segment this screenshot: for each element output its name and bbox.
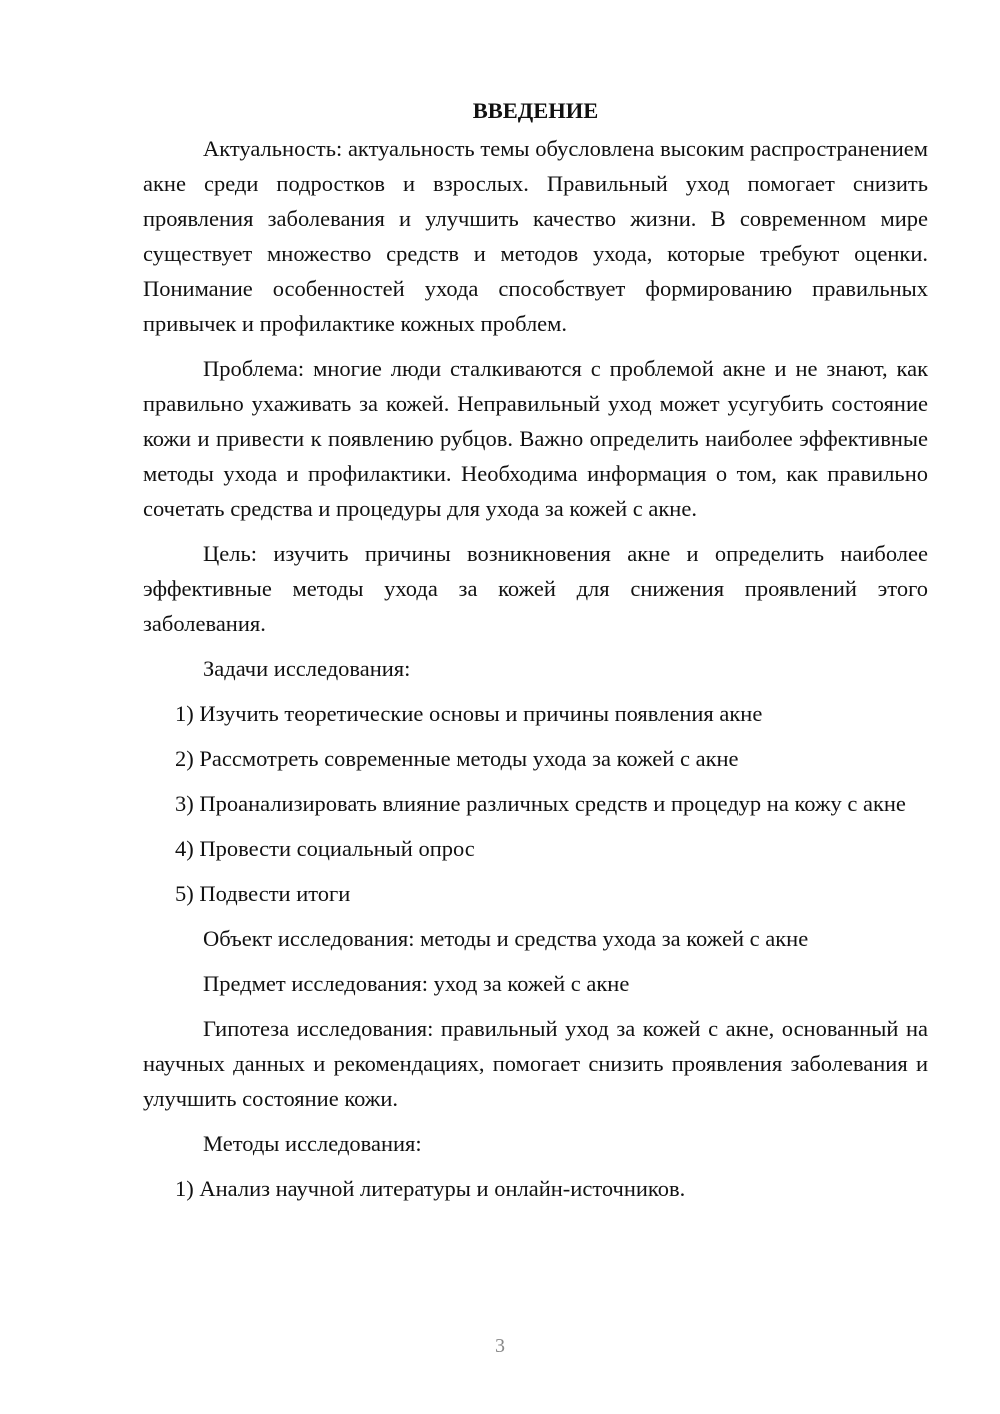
methods-heading: Методы исследования: (203, 1131, 422, 1156)
page-number: 3 (495, 1335, 505, 1357)
method-item: 1) Анализ научной литературы и онлайн-источников. (175, 1176, 686, 1201)
page-content (143, 93, 928, 1216)
problem-paragraph: Проблема: многие люди сталкиваются с проблемой акне и не знают, как правильно ухаживать за кожей. Неправильный уход может усугубить состояние кожи и привести к появлению рубцов. Важно определить наиболее эффективные методы ухода и профилактики. Необходима информация о том, как правильно сочетать средства и процедуры для ухода за кожей с акне. (143, 356, 928, 521)
hypothesis-paragraph: Гипотеза исследования: правильный уход за кожей с акне, основанный на научных данных и рекомендациях, помогает снизить проявления заболевания и улучшить состояние кожи. (143, 1016, 928, 1111)
relevance-paragraph: Актуальность: актуальность темы обусловлена высоким распространением акне среди подростков и взрослых. Правильный уход помогает снизить проявления заболевания и улучшить качество жизни. В современном мире существует множество средств и методов ухода, которые требуют оценки. Понимание особенностей ухода способствует формированию правильных привычек и профилактике кожных проблем. (143, 136, 928, 336)
task-item: 2) Рассмотреть современные методы ухода за кожей с акне (175, 746, 739, 771)
task-item: 3) Проанализировать влияние различных средств и процедур на кожу с акне (175, 791, 906, 816)
task-item: 5) Подвести итоги (175, 881, 351, 906)
goal-paragraph: Цель: изучить причины возникновения акне и определить наиболее эффективные методы ухода за кожей для снижения проявлений этого заболевания. (143, 541, 928, 636)
task-item: 1) Изучить теоретические основы и причины появления акне (175, 701, 763, 726)
task-item: 4) Провести социальный опрос (175, 836, 475, 861)
object-paragraph: Объект исследования: методы и средства ухода за кожей с акне (203, 926, 809, 951)
page-title: ВВЕДЕНИЕ (472, 98, 599, 123)
subject-paragraph: Предмет исследования: уход за кожей с акне (203, 971, 630, 996)
tasks-heading: Задачи исследования: (203, 656, 411, 681)
